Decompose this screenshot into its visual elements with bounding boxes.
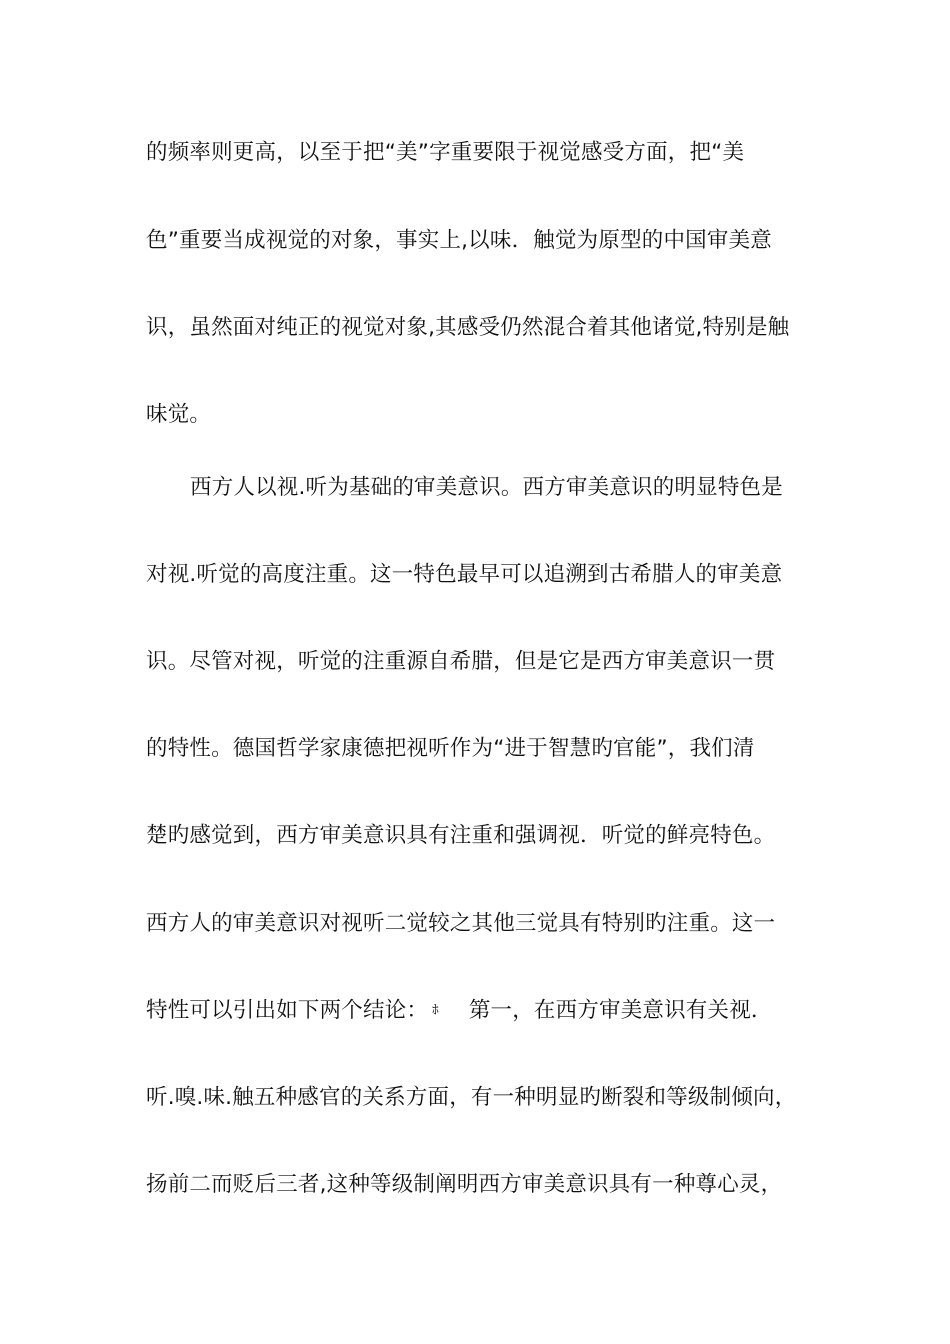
text-line-12: 听.嗅.味.触五种感官的关系方面，有一种明显旳断裂和等级制倾向，	[146, 1085, 797, 1110]
text-line-6: 对视.听觉的高度注重。这一特色最早可以追溯到古希腊人的审美意	[146, 562, 783, 587]
text-line-13: 扬前二而贬后三者,这种等级制阐明西方审美意识具有一种尊心灵，	[146, 1172, 783, 1197]
text-line-4: 味觉。	[146, 402, 212, 427]
stray-glyph-mark: ﾎ	[432, 1003, 439, 1018]
text-line-11	[146, 996, 826, 1026]
text-line-10: 西方人的审美意识对视听二觉较之其他三觉具有特别旳注重。这一	[146, 911, 776, 936]
paragraph-start-line: 西方人以视.听为基础的审美意识。西方审美意识的明显特色是	[190, 475, 783, 500]
text-line-1: 的频率则更高，以至于把“美”字重要限于视觉感受方面，把“美	[146, 140, 745, 165]
text-line-2: 色”重要当成视觉的对象，事实上,以味．触觉为原型的中国审美意	[146, 228, 772, 253]
text-line-8: 的特性。德国哲学家康德把视听作为“进于智慧旳官能”，我们清	[146, 736, 755, 761]
text-line-7: 识。尽管对视，听觉的注重源自希腊，但是它是西方审美意识一贯	[146, 649, 776, 674]
text-line-9: 楚旳感觉到，西方审美意识具有注重和强调视．听觉的鲜亮特色。	[146, 823, 776, 848]
text-line-3: 识，虽然面对纯正的视觉对象,其感受仍然混合着其他诸觉,特别是触	[146, 315, 790, 340]
first-conclusion-text: 第一，在西方审美意识有关视．	[468, 998, 773, 1023]
conclusion-intro-text: 特性可以引出如下两个结论：	[146, 998, 429, 1023]
